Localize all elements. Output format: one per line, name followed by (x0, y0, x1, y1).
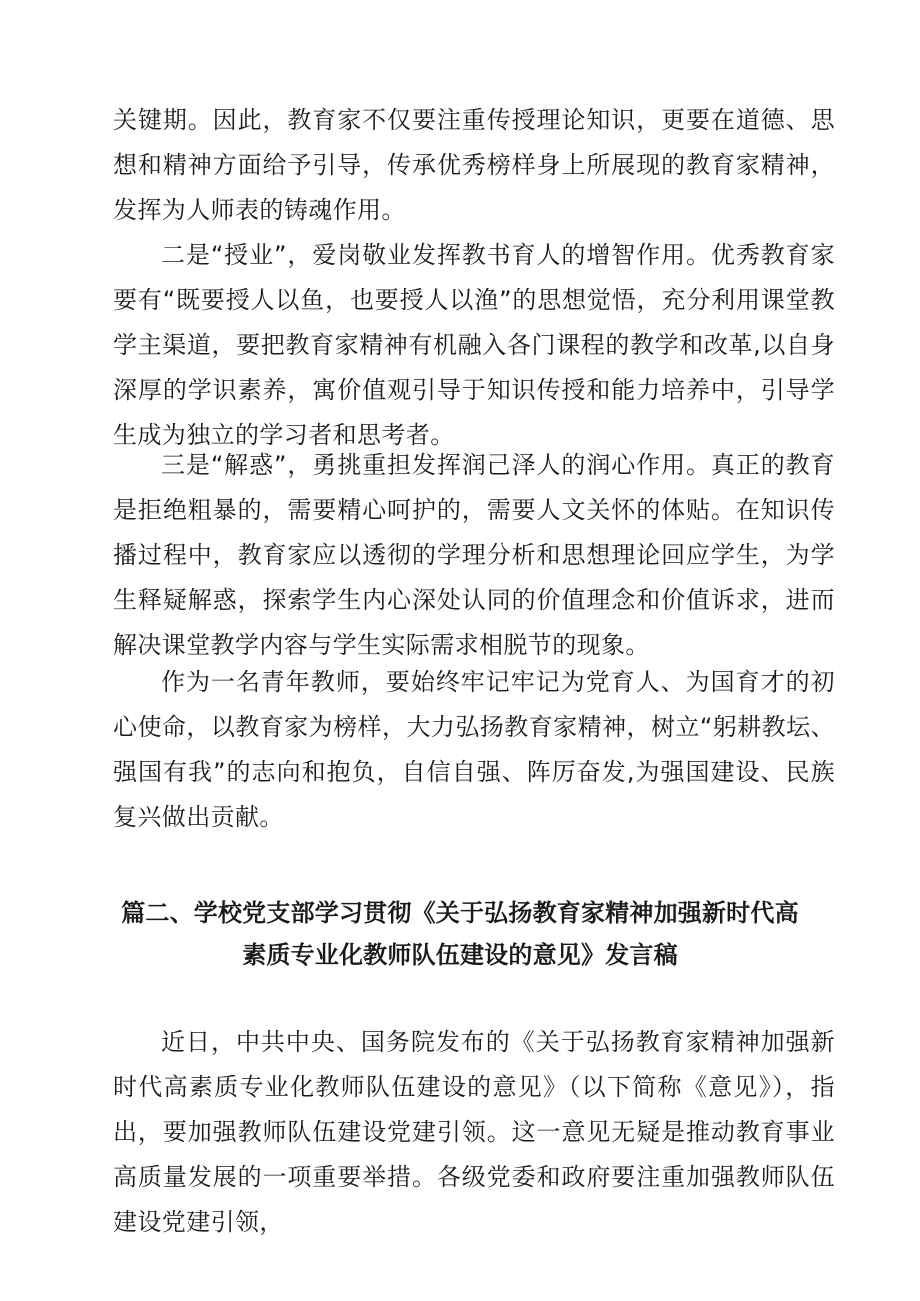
paragraph-jiehuo: 三是“解惑”，勇挑重担发挥润己泽人的润心作用。真正的教育是拒绝粗暴的，需要精心呵护的，需要人文关怀的体贴。在知识传播过程中，教育家应以透彻的学理分析和思想理论回应学生，为学生释疑解惑，探索学生内心深处认同的价值理念和价值诉求，进而解决课堂教学内容与学生实际需求相脱节的现象。 (113, 451, 835, 659)
section-title (100, 892, 820, 976)
paragraph-shouye: 二是“授业”，爱岗敬业发挥教书育人的增智作用。优秀教育家要有“既要授人以鱼，也要授人以渔”的思想觉悟，充分利用课堂教学主渠道，要把教育家精神有机融入各门课程的教学和改革,以自身深厚的学识素养，寓价值观引导于知识传授和能力培养中，引导学生成为独立的学习者和思考者。 (113, 241, 835, 449)
section-intro-paragraph: 近日，中共中央、国务院发布的《关于弘扬教育家精神加强新时代高素质专业化教师队伍建设的意见》（以下简称《意见》），指出，要加强教师队伍建设党建引领。这一意见无疑是推动教育事业高质量发展的一项重要举措。各级党委和政府要注重加强教师队伍建设党建引领， (113, 1028, 835, 1236)
paragraph-conclusion: 作为一名青年教师，要始终牢记牢记为党育人、为国育才的初心使命，以教育家为榜样，大力弘扬教育家精神，树立“躬耕教坛、强国有我”的志向和抱负，自信自强、阵厉奋发,为强国建设、民族复兴做出贡献。 (113, 668, 835, 831)
section-title-line-2: 素质专业化教师队伍建设的意见》发言稿 (242, 941, 678, 969)
section-title-line-1: 篇二、学校党支部学习贯彻《关于弘扬教育家精神加强新时代高 (121, 899, 799, 927)
paragraph-continuation: 关键期。因此，教育家不仅要注重传授理论知识，更要在道德、思想和精神方面给予引导，传承优秀榜样身上所展现的教育家精神，发挥为人师表的铸魂作用。 (113, 106, 835, 224)
